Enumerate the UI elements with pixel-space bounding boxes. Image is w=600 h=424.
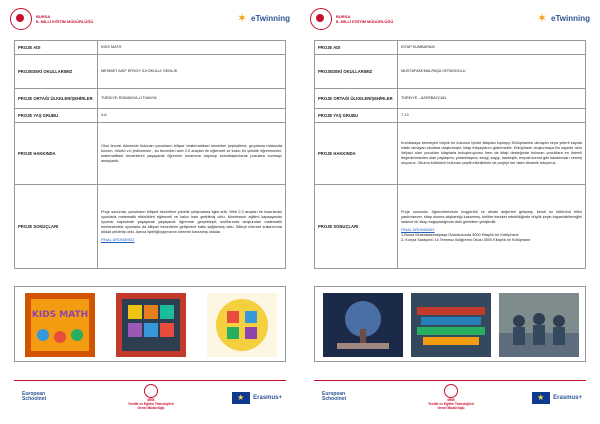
meb-emblem-icon [144,384,158,398]
row-value: KİTAP KUMBARAM [398,41,586,55]
erasmus-label: Erasmus+ [253,395,282,401]
project-info-table [314,40,586,269]
row-value: TÜRKİYE - AZERBAYCAN [398,89,586,109]
footer-divider [314,380,586,381]
row-value: Kumbaraya benzeyen büyük bir kutunun içinde kitapları toplayıp Kütüphanesi olmayan veya yeterli sayıda kitabı olmayan okullara ulaştırmıştır, kitap ihtiyaçlarını gidermektir, Kütüphane oluşturmaya Bu sayede hem ihtiyacı olan çocukları kitaplarla buluşturuyoruz hem de kitap desteğinde bulunan çocuklara en önemli değerlerimizden olan paylaşma, yardımlaşma, sevgi, saygı, hardeşlik, empati kurma gibi kazanımları vermiş oluyoruz. Okuma kültürünü bulunan çeşitli etkinliklerle de projeyi her daim dinamik tutuyoruz. [398,123,586,185]
final-product-details: 1-Bursa Mustafakemalpaşa Ortaokulunda 3000 Kitaplık bir Kütüphane 2- Konya Sarayönü 15 Temmuz Ilköğretmi Okulu 3500 Kitaplık bir Kütüphane [401,233,531,242]
meb-yegitek-logo [126,384,176,410]
etwinning-label: eTwinning [251,13,290,23]
eu-flag-icon [232,392,250,404]
table-row [315,185,586,269]
row-value: TÜRKİYE-ROMANYA-LİTVANYA [98,89,286,109]
project-info-table [14,40,286,269]
meb-emblem-icon [444,384,458,398]
row-value: MUSTAFAKEMALPAŞA ORTAOKULU [398,55,586,89]
meb-emblem-icon [10,8,32,30]
page-right [300,0,600,424]
erasmus-label: Erasmus+ [553,395,582,401]
etwinning-logo [237,12,290,24]
poster-title: KIDS MATH [31,310,89,320]
table-row [315,109,586,123]
table-row [15,41,286,55]
meb-emblem-icon [310,8,332,30]
table-row [15,109,286,123]
row-value: 7-13 [398,109,586,123]
math-game-board-image [116,293,186,357]
row-label: PROJE ORTAĞI ÜLKELER/ŞEHİRLER [315,89,398,109]
star-icon: ✶ [537,11,548,25]
final-product-link[interactable]: FİNAL ÜRÜNÜMÜZ [101,238,135,242]
european-schoolnet-logo: European Schoolnet [322,391,347,402]
meb-logo-text: BURSA İL MİLLİ EĞİTİM MÜDÜRLÜĞÜ [336,14,394,24]
table-row [15,185,286,269]
etwinning-logo [537,12,590,24]
books-pile-image [411,293,491,357]
row-value: 3-6 [98,109,286,123]
row-label: PROJEDEKİ OKULLARIMIZ [315,55,398,89]
project-images [314,286,586,362]
kids-math-poster-image [25,293,95,357]
project-images [14,286,286,362]
european-schoolnet-logo: European Schoolnet [22,391,47,402]
meb-yegitek-text: MEB Yenilik ve Eğitim Teknolojileri Genel Müdürlüğü [427,398,475,410]
table-row [315,55,586,89]
row-label: PROJE ADI [315,41,398,55]
table-row [315,89,586,109]
eu-flag-icon [532,392,550,404]
page-footer [14,380,286,412]
erasmus-logo [532,392,582,404]
table-row [315,123,586,185]
etwinning-label: eTwinning [551,13,590,23]
meb-logo [310,8,393,30]
row-value-cell [98,185,286,269]
row-label: PROJE HAKKINDA [15,123,98,185]
meb-yegitek-text: MEB Yenilik ve Eğitim Teknolojileri Genel Müdürlüğü [127,398,175,410]
page-header [10,8,290,36]
table-row [15,123,286,185]
star-icon: ✶ [237,11,248,25]
row-label: PROJEDEKİ OKULLARIMIZ [15,55,98,89]
row-value: MEHMET AKİF ERSOY İLKOKULU/ GEMLİK [98,55,286,89]
meb-logo [10,8,93,30]
row-label: PROJE SONUÇLARI [315,185,398,269]
team-photo-image [499,293,579,357]
meb-yegitek-logo [426,384,476,410]
row-label: PROJE SONUÇLARI [15,185,98,269]
table-row [15,89,286,109]
row-value: KIDS MATH [98,41,286,55]
footer-divider [14,380,286,381]
row-label: PROJE ORTAĞI ÜLKELER/ŞEHİRLER [15,89,98,109]
meb-logo-text: BURSA İL MİLLİ EĞİTİM MÜDÜRLÜĞÜ [36,14,94,24]
row-value: Okul öncesi dönemde bulunan çocukların bilişse /matematiksel becerileri (eşleştirme, gruplama makanda konum, örüntü v.b.)edinmesin , bu becerileri web 2.0 araçları ile eğlenceli ve kalıcı bir şekilde öğrenmesini, matematiksel becerilerini yaşayarak öğrenme kuramına dayanıp somutlaştırılarak pozulara sunmayı amaçladık. [98,123,286,185]
results-text: Proje sonunda; çocukların bilişsel becerilere yönelik çalışmalara ilgisi arttı. Web 2.0 araçları ile hazırlanan oyunlarla matematik etkinlikleri eğlenceli ve kalıcı hale getirilmiş oldu. Montessori eğitimi kapsayanlar oyunlar sayesinde yaşayarak yaşayarak öğrenme gerçekleşti; sınıflarında oluşturulan matematik merkezindeki oyunlarla da bilişsel becerilerin gelişimine katkı sağlanmış oldu. Bilinçli internet kullanımına dikkat çekilmiş oldu. Ayrıca İşbirliği/yapmanın önemini kavramış oldular. [101,210,282,234]
table-row [315,41,586,55]
numbers-puzzle-image [207,293,277,357]
row-label: PROJE YAŞ GRUBU [15,109,98,123]
final-product-link[interactable]: FİNAL ÜRÜNÜMÜZ [401,228,435,232]
erasmus-logo [232,392,282,404]
table-row [15,55,286,89]
row-value-cell [398,185,586,269]
row-label: PROJE ADI [15,41,98,55]
book-tree-poster-image [323,293,403,357]
row-label: PROJE YAŞ GRUBU [315,109,398,123]
page-footer [314,380,586,412]
row-label: PROJE HAKKINDA [315,123,398,185]
results-text: Proje sonunda; öğrencilerimizin hoşgörülü ve ahlaki değerleri gelişmiş, kendi öz kütürünü bilen yardımsever, kitap okuma alışkanlığı kazanmış, birlikte hareket edebildiğinde büyük şeyin başarılabileceğini sadece bir kitap bağışladığında dahi görebilen yetiştirdik. [401,210,582,224]
page-header [310,8,590,36]
